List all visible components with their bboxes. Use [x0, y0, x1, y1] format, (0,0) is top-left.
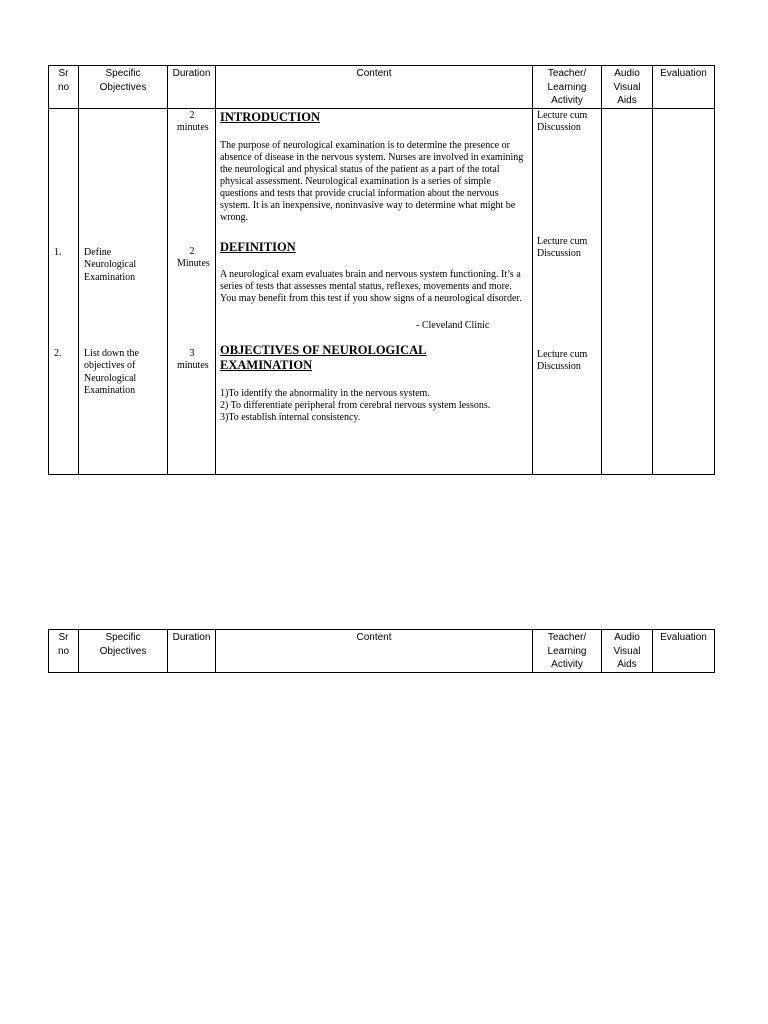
- objective-item-3: 3)To establish internal consistency.: [220, 411, 361, 423]
- audio-visual-aids-cell: [602, 108, 653, 474]
- header-audio-visual-aids: Audio Visual Aids: [602, 630, 653, 673]
- header-duration: Duration: [168, 630, 216, 673]
- sr-no-2: 2.: [54, 347, 62, 359]
- definition-source: - Cleveland Clinic: [416, 319, 490, 331]
- specific-objectives-cell: [79, 108, 168, 474]
- header-evaluation: Evaluation: [653, 66, 715, 109]
- activity-cell: [533, 108, 602, 474]
- header-evaluation: Evaluation: [653, 630, 715, 673]
- header-content: Content: [216, 630, 533, 673]
- header-duration: Duration: [168, 66, 216, 109]
- objectives-list: [220, 388, 530, 424]
- activity-intro: Lecture cum Discussion: [537, 109, 588, 133]
- objective-list-down: List down the objectives of Neurological Examination: [84, 347, 139, 396]
- objective-item-1: 1)To identify the abnormality in the nervous system.: [220, 387, 430, 399]
- header-sr-no: Sr no: [49, 66, 79, 109]
- duration-objectives: 3 minutes: [177, 347, 209, 371]
- activity-objectives: Lecture cum Discussion: [537, 348, 588, 372]
- sr-no-cell: [49, 108, 79, 474]
- lesson-plan-table: [48, 65, 715, 475]
- duration-definition: 2 Minutes: [177, 245, 210, 269]
- header-teacher-learning-activity: Teacher/ Learning Activity: [533, 66, 602, 109]
- evaluation-cell: [653, 108, 715, 474]
- intro-text: The purpose of neurological examination is to determine the presence or absence of disease in the nervous system. Nurses are involved in examining the neurological and physical status of the patient as a part of the total physical assessment. Neurological examination is a series of simple questions and tests that provide crucial information about the nervous system. It is an inexpensive, noninvasive way to determine what might be wrong.: [220, 139, 524, 223]
- header-content: Content: [216, 66, 533, 109]
- duration-cell: [168, 108, 216, 474]
- lesson-plan-table-2: [48, 629, 715, 673]
- objectives-heading: OBJECTIVES OF NEUROLOGICAL EXAMINATION: [220, 342, 427, 372]
- definition-heading: DEFINITION: [220, 239, 296, 254]
- header-specific-objectives: Specific Objectives: [79, 66, 168, 109]
- duration-intro: 2 minutes: [177, 109, 209, 133]
- table-header-row: [49, 630, 715, 673]
- content-cell: [216, 108, 533, 474]
- table-body-row: [49, 108, 715, 474]
- header-specific-objectives: Specific Objectives: [79, 630, 168, 673]
- sr-no-1: 1.: [54, 246, 62, 258]
- header-audio-visual-aids: Audio Visual Aids: [602, 66, 653, 109]
- activity-definition: Lecture cum Discussion: [537, 235, 588, 259]
- objective-define: Define Neurological Examination: [84, 246, 137, 283]
- header-sr-no: Sr no: [49, 630, 79, 673]
- definition-text: A neurological exam evaluates brain and nervous system functioning. It’s a series of tests that assesses mental status, reflexes, movements and more. You may benefit from this test if you show signs of a neurological disorder.: [220, 268, 522, 304]
- table-header-row: [49, 66, 715, 109]
- objective-item-2: 2) To differentiate peripheral from cerebral nervous system lessons.: [220, 399, 491, 411]
- intro-heading: INTRODUCTION: [220, 109, 321, 124]
- header-teacher-learning-activity: Teacher/ Learning Activity: [533, 630, 602, 673]
